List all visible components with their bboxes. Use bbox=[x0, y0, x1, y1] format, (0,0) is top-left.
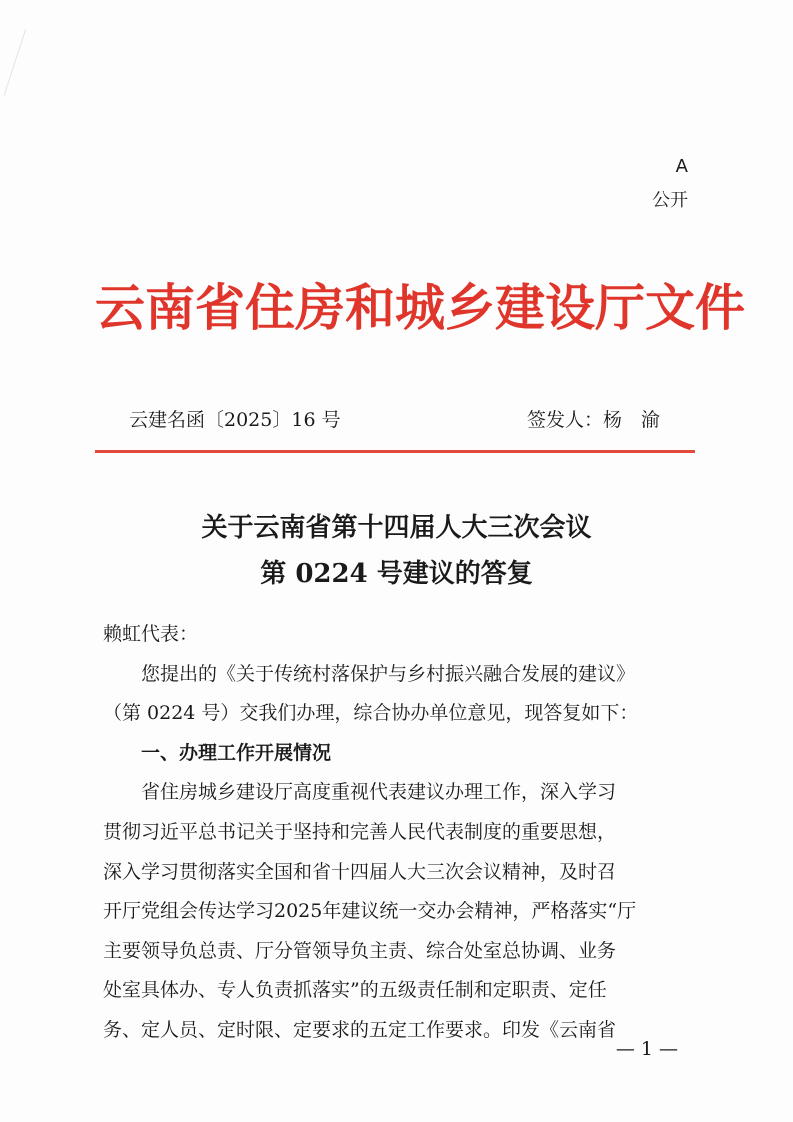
section-heading: 一、办理工作开展情况 bbox=[141, 741, 332, 764]
scan-artifact bbox=[4, 29, 44, 101]
reply-title bbox=[0, 505, 793, 597]
paragraph-line: 开厅党组会传达学习2025年建议统一交办会精神，严格落实“厅 bbox=[103, 900, 637, 923]
classification-level: A bbox=[675, 156, 688, 177]
red-separator-line bbox=[95, 450, 695, 453]
paragraph-line: 处室具体办、专人负责抓落实”的五级责任制和定职责、定任 bbox=[103, 979, 607, 1002]
reply-title-line-1: 关于云南省第十四届人大三次会议 bbox=[201, 513, 592, 543]
disclosure-status: 公开 bbox=[652, 190, 688, 211]
document-body bbox=[103, 615, 693, 1051]
salutation: 赖虹代表： bbox=[103, 623, 199, 645]
page-number: — 1 — bbox=[615, 1038, 678, 1060]
paragraph-line: 务、定人员、定时限、定要求的五定工作要求。印发《云南省 bbox=[103, 1018, 617, 1041]
intro-line: 您提出的《关于传统村落保护与乡村振兴融合发展的建议》 bbox=[141, 662, 636, 685]
document-number: 云建名函〔2025〕16 号 bbox=[129, 409, 341, 431]
paragraph-line: 深入学习贯彻落实全国和省十四届人大三次会议精神，及时召 bbox=[103, 860, 617, 883]
paragraph-line: 贯彻习近平总书记关于坚持和完善人民代表制度的重要思想， bbox=[103, 820, 617, 843]
issuer-signature: 签发人：杨 渝 bbox=[526, 409, 660, 431]
intro-line: （第 0224 号）交我们办理，综合协办单位意见，现答复如下： bbox=[103, 702, 639, 725]
document-meta-row bbox=[129, 405, 660, 435]
classification-block bbox=[652, 150, 688, 218]
document-header-title: 云南省住房和城乡建设厅文件 bbox=[95, 279, 745, 337]
paragraph-line: 省住房城乡建设厅高度重视代表建议办理工作，深入学习 bbox=[141, 781, 617, 804]
reply-title-line-2: 第 0224 号建议的答复 bbox=[260, 559, 533, 589]
paragraph-line: 主要领导负总责、厅分管领导负主责、综合处室总协调、业务 bbox=[103, 939, 617, 962]
